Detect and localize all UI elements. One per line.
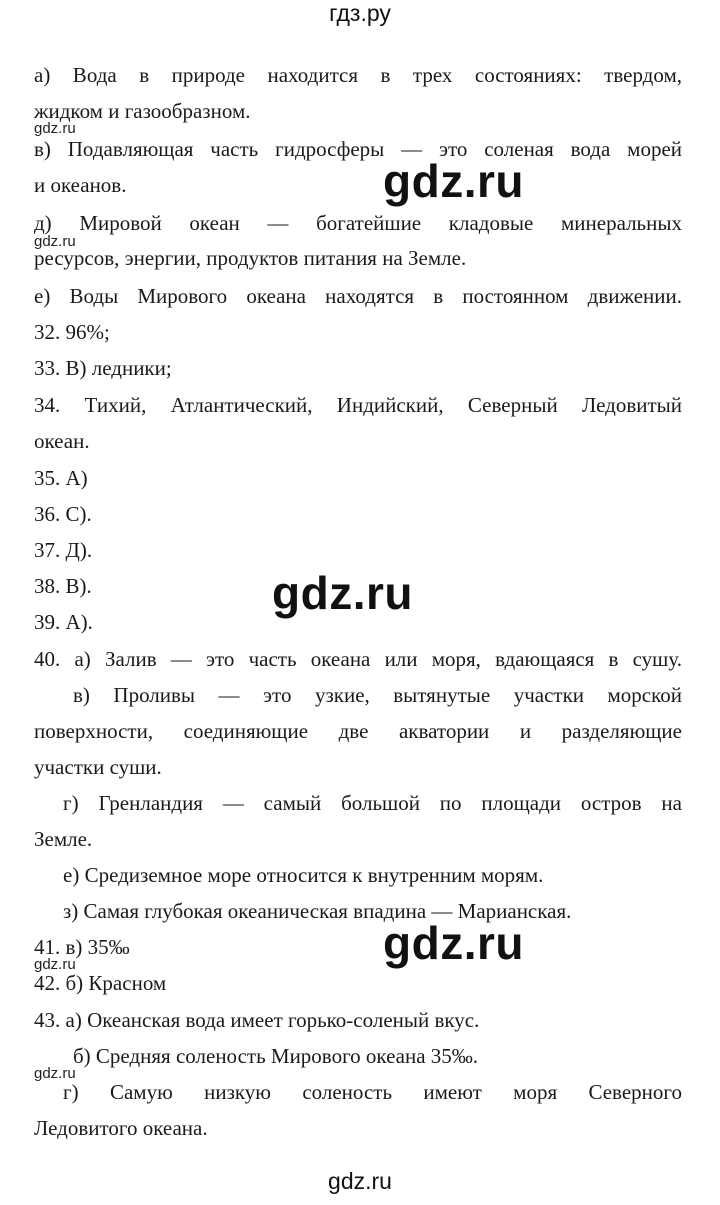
text-line: 36. С). [34, 502, 92, 526]
text-line: 40. а) Залив — это часть океана или моря, вдающаяся в сушу. [34, 647, 682, 671]
text-line: д) Мировой океан — богатейшие кладовые минеральных [34, 211, 682, 235]
text-line: в) Проливы — это узкие, вытянутые участки морской [73, 683, 682, 707]
watermark-small: gdz.ru [34, 120, 76, 137]
text-line: е) Средиземное море относится к внутренним морям. [63, 863, 544, 887]
watermark: gdz.ru [272, 567, 413, 619]
text-line: 35. А) [34, 466, 88, 490]
text-line: 41. в) 35‰ [34, 935, 130, 959]
text-line: поверхности, соединяющие две акватории и разделяющие [34, 719, 682, 743]
text-line: 34. Тихий, Атлантический, Индийский, Северный Ледовитый [34, 393, 682, 417]
text-line: з) Самая глубокая океаническая впадина — Марианская. [63, 899, 572, 923]
text-line: Земле. [34, 827, 93, 851]
text-line: и океанов. [34, 173, 127, 197]
text-line: 32. 96%; [34, 320, 110, 344]
text-line: океан. [34, 429, 90, 453]
watermark-small: gdz.ru [34, 233, 76, 250]
watermark: gdz.ru [383, 917, 524, 969]
watermark: gdz.ru [383, 155, 524, 207]
text-line: 43. а) Океанская вода имеет горько-соленый вкус. [34, 1008, 480, 1032]
text-line: жидком и газообразном. [34, 99, 251, 123]
page-header: гдз.ру [329, 0, 391, 26]
text-line: участки суши. [34, 755, 162, 779]
text-line: ресурсов, энергии, продуктов питания на Земле. [34, 246, 467, 270]
text-line: а) Вода в природе находится в трех состояниях: твердом, [34, 63, 682, 87]
text-line: 42. б) Красном [34, 971, 167, 995]
text-line: 37. Д). [34, 538, 93, 562]
text-line: г) Самую низкую соленость имеют моря Северного [63, 1080, 682, 1104]
page-footer: gdz.ru [328, 1168, 392, 1194]
text-line: 38. В). [34, 574, 92, 598]
text-line: в) Подавляющая часть гидросферы — это соленая вода морей [34, 137, 682, 161]
text-line: Ледовитого океана. [34, 1116, 208, 1140]
text-line: 39. А). [34, 610, 93, 634]
watermark-small: gdz.ru [34, 956, 76, 973]
watermark-small: gdz.ru [34, 1065, 76, 1082]
text-line: е) Воды Мирового океана находятся в постоянном движении. [34, 284, 682, 308]
text-line: б) Средняя соленость Мирового океана 35‰. [73, 1044, 479, 1068]
text-line: 33. В) ледники; [34, 356, 172, 380]
text-line: г) Гренландия — самый большой по площади остров на [63, 791, 682, 815]
